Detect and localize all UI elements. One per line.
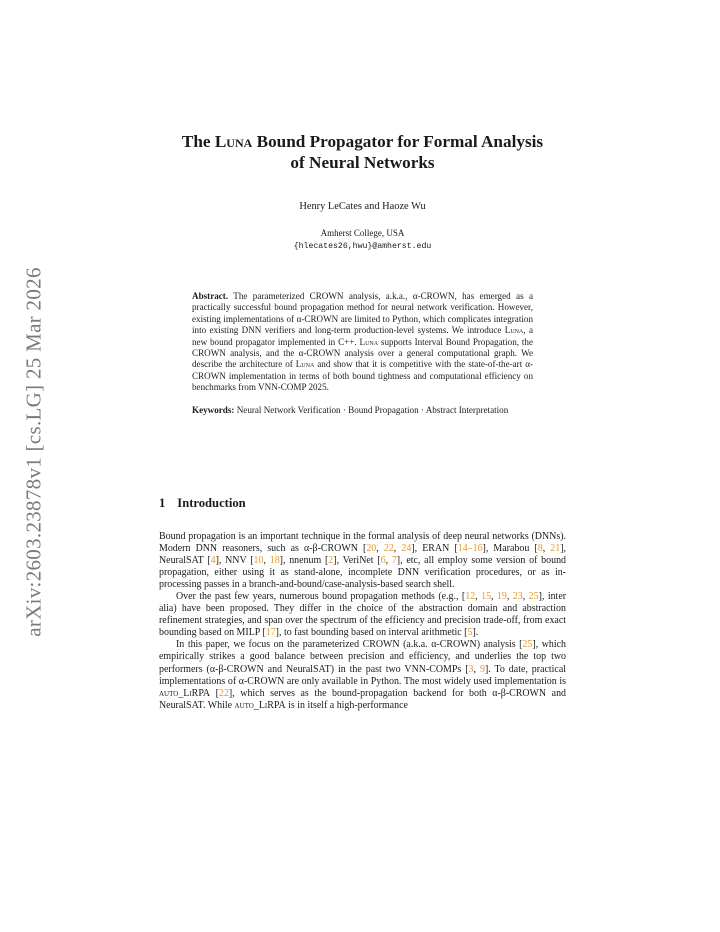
tool-name: auto_LiRPA bbox=[234, 699, 286, 711]
keywords bbox=[192, 405, 533, 416]
citation-link[interactable]: 22 bbox=[383, 543, 394, 555]
title-tool-name: Luna bbox=[214, 132, 253, 151]
abstract-label: Abstract. bbox=[192, 291, 229, 301]
paragraph-1: Bound propagation is an important technique in the formal analysis of deep neural networks (DNNs). Modern DNN reasoners, such as α-β-CROWN [20, 22, 24], ERAN [14–16], Marabou [8, 21], NeuralSAT [4], NNV [10, 18], nnenum [2], VeriNet [6, 7], etc, all employ some version of bound propagation, either using it as stand-alone, incomplete DNN verification procedures, or as in-processing passes in a branch-and-bound/case-analysis-based search shell. bbox=[159, 531, 567, 591]
citation-link[interactable]: 9 bbox=[479, 663, 485, 675]
citation-link[interactable]: 18 bbox=[269, 555, 280, 567]
section-title: Introduction bbox=[177, 496, 246, 510]
citation-link[interactable]: 12 bbox=[465, 591, 476, 603]
abstract-text: supports Interval Bound Propagation, the CROWN analysis, and the α-CROWN analysis over a general computational graph. We describe the architecture of bbox=[192, 336, 533, 370]
citation-link[interactable]: 22 bbox=[218, 687, 229, 699]
paragraph-2: Over the past few years, numerous bound propagation methods (e.g., [12, 15, 19, 23, 25], inter alia) have been proposed. They differ in the choice of the abstraction domain and abstraction refinement strategies, and span over the spectrum of the efficiency and precision trade-off, from exact bounding based on MILP [17], to fast bounding based on interval arithmetic [5]. bbox=[159, 591, 567, 639]
citation-link[interactable]: 20 bbox=[366, 543, 377, 555]
tool-name: Luna bbox=[504, 325, 524, 336]
citation-link[interactable]: 24 bbox=[401, 543, 412, 555]
paper-title bbox=[150, 131, 575, 173]
keywords-label: Keywords: bbox=[192, 404, 235, 415]
abstract-paragraph bbox=[192, 291, 533, 394]
affiliation: Amherst College, USA bbox=[320, 228, 405, 238]
citation-link[interactable]: 8 bbox=[537, 543, 543, 555]
citation-link[interactable]: 23 bbox=[512, 591, 523, 603]
abstract-text: and show that it is competitive with the state-of-the-art α-CROWN implementation in terms of both bound tightness and computational efficiency on benchmarks from VNN-COMP 2025. bbox=[192, 359, 533, 393]
paragraph-3: In this paper, we focus on the parameterized CROWN (a.k.a. α-CROWN) analysis [25], which empirically strikes a good balance between precision and efficiency, and underlies the top two performers (α-β-CROWN and NeuralSAT) in the past two VNN-COMPs [3, 9]. To date, practical implementations of α-CROWN are only available in Python. The most widely used implementation is auto_LiRPA [22], which serves as the bound-propagation backend for both α-β-CROWN and NeuralSAT. While auto_LiRPA is in itself a high-performance bbox=[159, 639, 567, 711]
abstract-text: The parameterized CROWN analysis, a.k.a., α-CROWN, has emerged as a practically successful bound propagation method for neural network verification. However, existing implementations of α-CROWN are limited to Python, which complicates integration into existing DNN verifiers and long-term production-level systems. We introduce bbox=[192, 291, 533, 336]
abstract-block bbox=[192, 291, 533, 416]
citation-link[interactable]: 25 bbox=[528, 591, 539, 603]
title-prefix: The bbox=[181, 132, 215, 151]
arxiv-identifier-sidebar bbox=[14, 258, 54, 646]
citation-link[interactable]: 2 bbox=[328, 555, 334, 567]
introduction-body bbox=[159, 531, 566, 712]
tool-name: Luna bbox=[295, 359, 315, 370]
citation-link[interactable]: 25 bbox=[522, 639, 533, 651]
citation-link[interactable]: 5 bbox=[467, 627, 473, 639]
section-number: 1 bbox=[159, 496, 166, 510]
title-suffix: Bound Propagator for Formal Analysis bbox=[252, 132, 544, 151]
citation-link[interactable]: 19 bbox=[496, 591, 507, 603]
keywords-text: Neural Network Verification · Bound Propagation · Abstract Interpretation bbox=[234, 404, 509, 415]
abstract-text: , a new bound propagator implemented in C++. bbox=[192, 325, 533, 347]
tool-name: Luna bbox=[359, 336, 379, 347]
arxiv-identifier: arXiv:2603.23878v1 [cs.LG] 25 Mar 2026 bbox=[21, 267, 46, 637]
citation-link[interactable]: 21 bbox=[550, 543, 561, 555]
citation-link[interactable]: 6 bbox=[380, 555, 386, 567]
author-affiliation-block bbox=[150, 227, 575, 253]
author-emails: {hlecates26,hwu}@amherst.edu bbox=[293, 242, 432, 251]
citation-link[interactable]: 17 bbox=[265, 627, 276, 639]
citation-link[interactable]: 3 bbox=[468, 663, 474, 675]
tool-name: auto_LiRPA bbox=[159, 687, 211, 699]
citation-link[interactable]: 7 bbox=[391, 555, 397, 567]
citation-link[interactable]: 15 bbox=[481, 591, 492, 603]
citation-link[interactable]: 10 bbox=[253, 555, 264, 567]
paper-authors: Henry LeCates and Haoze Wu bbox=[299, 201, 426, 212]
citation-link[interactable]: 4 bbox=[210, 555, 216, 567]
title-line2: of Neural Networks bbox=[290, 153, 435, 172]
citation-link[interactable]: 14–16 bbox=[457, 543, 483, 555]
section-heading bbox=[159, 496, 246, 511]
